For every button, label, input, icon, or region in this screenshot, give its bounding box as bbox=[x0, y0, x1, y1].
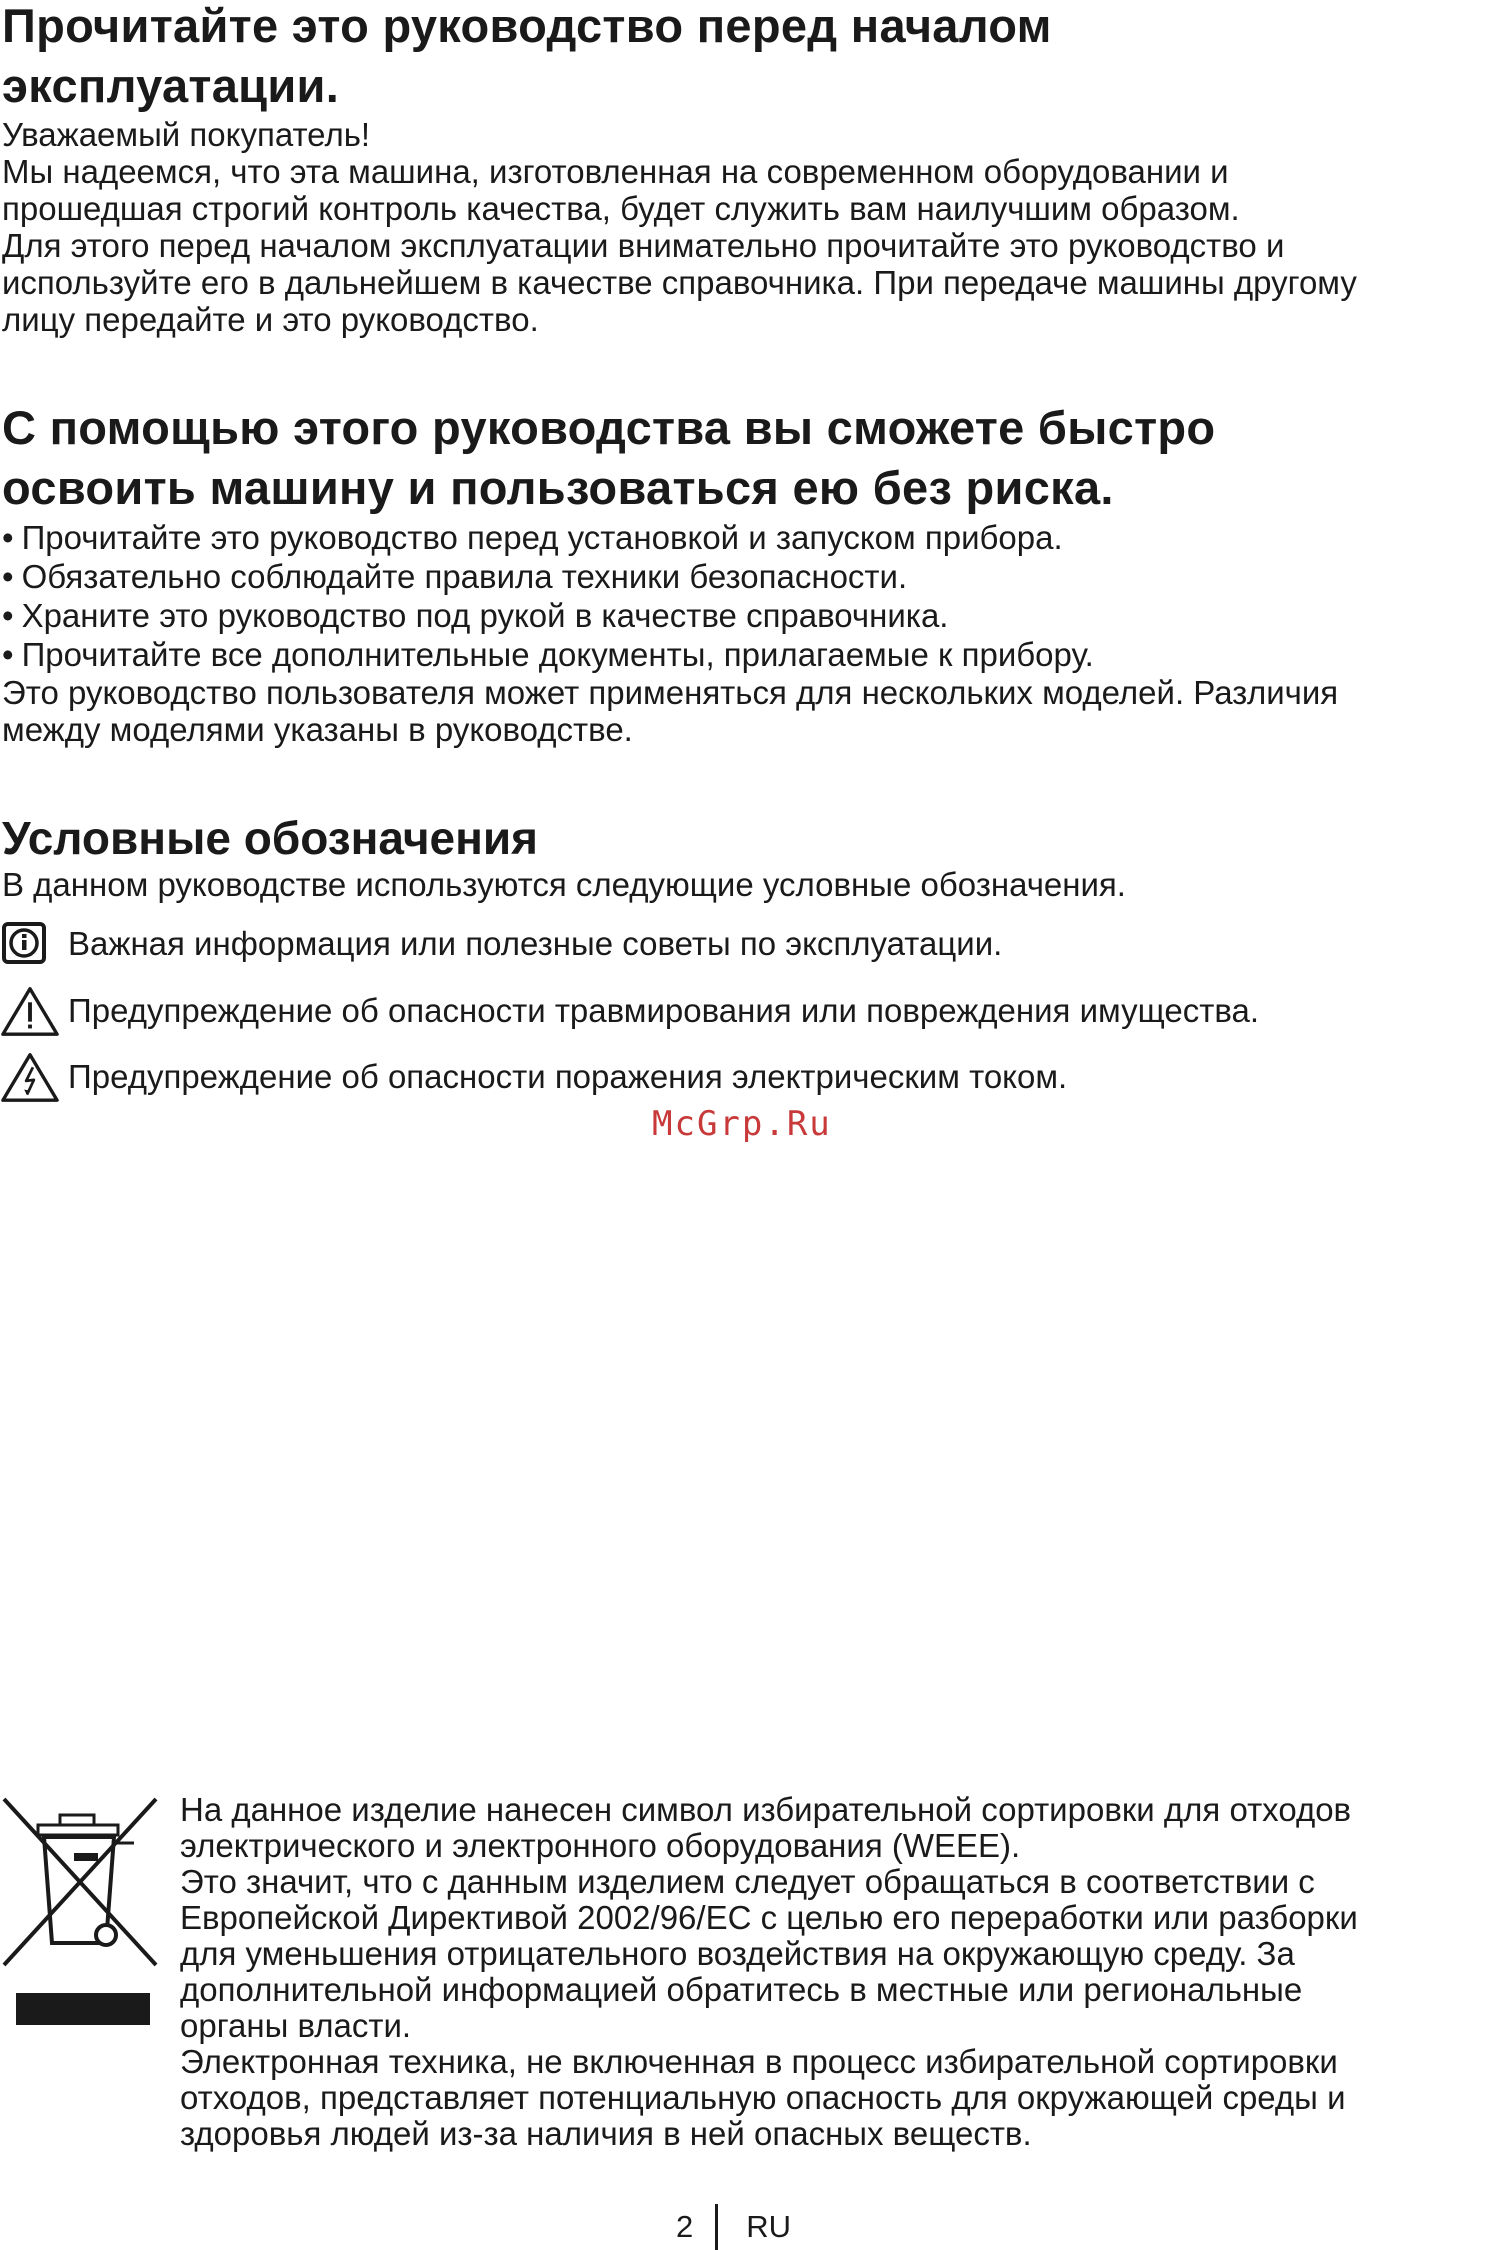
weee-p3-line-1: Электронная техника, не включенная в процесс избирательной сортировки bbox=[180, 2043, 1338, 2080]
footer-divider bbox=[715, 2204, 718, 2250]
symbols-intro: В данном руководстве используются следующие условные обозначения. bbox=[2, 866, 1126, 903]
list-item: • Прочитайте это руководство перед установкой и запуском прибора. bbox=[2, 518, 1482, 557]
symbol-row-info bbox=[0, 918, 1002, 970]
usage-title bbox=[2, 398, 1482, 518]
intro-paragraph-1 bbox=[2, 153, 1482, 227]
weee-p2-line-4: дополнительной информацией обратитесь в местные или региональные bbox=[180, 1971, 1303, 2008]
list-item: • Прочитайте все дополнительные документы, прилагаемые к прибору. bbox=[2, 635, 1482, 674]
info-icon bbox=[0, 918, 60, 970]
crossed-bin-icon bbox=[2, 1797, 162, 2037]
weee-p2-line-2: Европейской Директивой 2002/96/EC с целью его переработки или разборки bbox=[180, 1899, 1358, 1936]
language-code: RU bbox=[746, 2209, 792, 2244]
page-footer bbox=[676, 2204, 791, 2250]
list-item: • Храните это руководство под рукой в качестве справочника. bbox=[2, 596, 1482, 635]
usage-note-line-1: Это руководство пользователя может применяться для нескольких моделей. Различия bbox=[2, 674, 1339, 711]
intro-title-line-1: Прочитайте это руководство перед началом bbox=[2, 0, 1052, 52]
watermark: McGrp.Ru bbox=[652, 1104, 832, 1144]
intro-section bbox=[2, 0, 1482, 338]
list-item: • Обязательно соблюдайте правила техники безопасности. bbox=[2, 557, 1482, 596]
weee-p2-line-3: для уменьшения отрицательного воздействия на окружающую среду. За bbox=[180, 1935, 1295, 1972]
symbol-row-electric bbox=[0, 1051, 1067, 1103]
usage-note-line-2: между моделями указаны в руководстве. bbox=[2, 711, 633, 748]
symbol-row-warning bbox=[0, 985, 1259, 1037]
weee-text bbox=[180, 1792, 1480, 2152]
intro-paragraph-1-line-1: Мы надеемся, что эта машина, изготовленная на современном оборудовании и bbox=[2, 153, 1229, 190]
weee-symbol bbox=[2, 1797, 162, 2037]
weee-p1-line-1: На данное изделие нанесен символ избирательной сортировки для отходов bbox=[180, 1791, 1352, 1828]
symbol-info-text: Важная информация или полезные советы по эксплуатации. bbox=[68, 925, 1003, 962]
usage-section bbox=[2, 398, 1482, 748]
intro-paragraph-2 bbox=[2, 227, 1482, 338]
usage-note bbox=[2, 674, 1482, 748]
electric-warning-icon bbox=[0, 1051, 60, 1103]
intro-paragraph-2-line-1: Для этого перед началом эксплуатации внимательно прочитайте это руководство и bbox=[2, 227, 1285, 264]
symbols-title: Условные обозначения bbox=[2, 812, 539, 864]
intro-title-line-2: эксплуатации. bbox=[2, 59, 340, 112]
intro-paragraph-1-line-2: прошедшая строгий контроль качества, будет служить вам наилучшим образом. bbox=[2, 190, 1240, 227]
weee-p3-line-2: отходов, представляет потенциальную опасность для окружающей среды и bbox=[180, 2079, 1346, 2116]
intro-title bbox=[2, 0, 1482, 116]
weee-p1-line-2: электрического и электронного оборудования (WEEE). bbox=[180, 1827, 1021, 1864]
usage-title-line-1: С помощью этого руководства вы сможете быстро bbox=[2, 401, 1216, 454]
weee-p2-line-5: органы власти. bbox=[180, 2007, 412, 2044]
weee-p3-line-3: здоровья людей из-за наличия в ней опасных веществ. bbox=[180, 2115, 1032, 2152]
weee-paragraph-3 bbox=[180, 2044, 1480, 2152]
intro-paragraph-2-line-3: лицу передайте и это руководство. bbox=[2, 301, 539, 338]
symbol-electric-text: Предупреждение об опасности поражения электрическим током. bbox=[68, 1058, 1068, 1095]
warning-triangle-icon bbox=[0, 985, 60, 1037]
symbol-warning-text: Предупреждение об опасности травмирования или повреждения имущества. bbox=[68, 992, 1260, 1029]
intro-paragraph-2-line-2: используйте его в дальнейшем в качестве справочника. При передаче машины другому bbox=[2, 264, 1357, 301]
weee-paragraph-2 bbox=[180, 1864, 1480, 2044]
usage-bullet-list bbox=[2, 518, 1482, 674]
usage-title-line-2: освоить машину и пользоваться ею без риска. bbox=[2, 461, 1114, 514]
page-number: 2 bbox=[676, 2209, 694, 2244]
symbols-section bbox=[2, 810, 1482, 903]
weee-p2-line-1: Это значит, что с данным изделием следует обращаться в соответствии с bbox=[180, 1863, 1315, 1900]
weee-paragraph-1 bbox=[180, 1792, 1480, 1864]
greeting: Уважаемый покупатель! bbox=[2, 116, 371, 153]
